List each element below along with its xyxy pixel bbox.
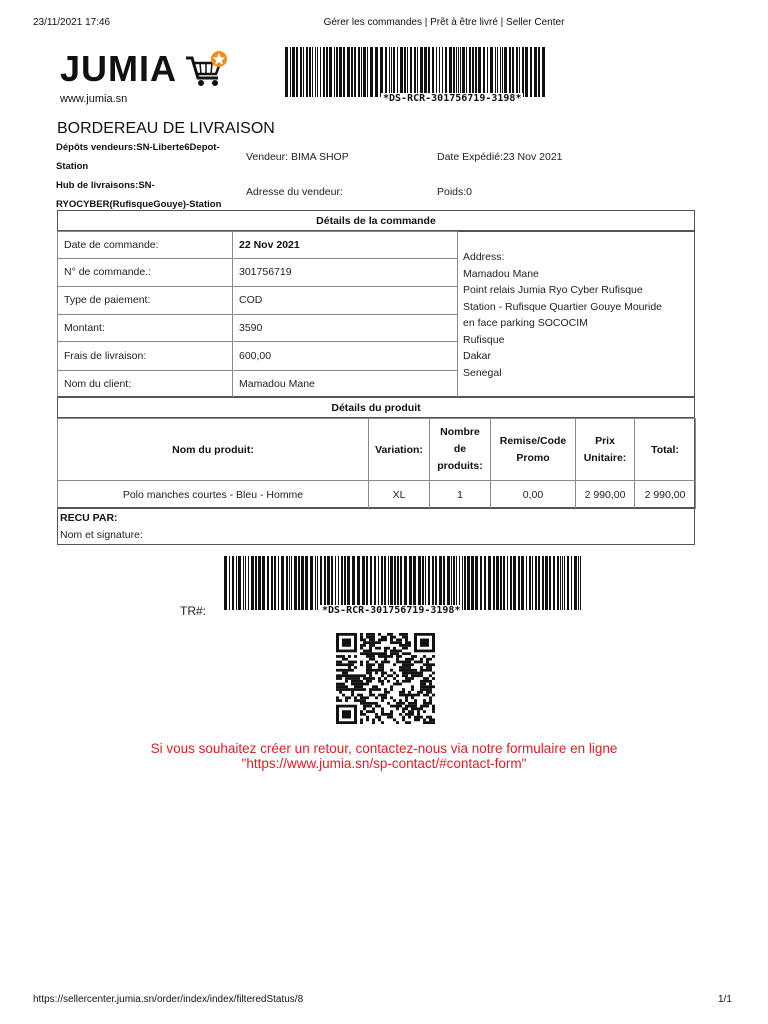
depot-info: Dépôts vendeurs:SN-Liberte6Depot- Station: [56, 142, 220, 172]
signature-label: Nom et signature:: [60, 529, 143, 541]
contact-form-link[interactable]: "https://www.jumia.sn/sp-contact/#contact-form": [241, 756, 527, 771]
print-page-title: Gérer les commandes | Prêt à être livré | Seller Center: [323, 17, 565, 28]
print-page-number: 1/1: [718, 994, 732, 1005]
date-shipped: Date Expédié:23 Nov 2021: [437, 151, 563, 163]
hub-info: Hub de livraisons:SN- RYOCYBER(RufisqueGouye)-Station: [56, 180, 222, 210]
product-table: [57, 418, 696, 509]
weight: Poids:0: [437, 186, 473, 198]
order-details-heading: Détails de la commande: [57, 210, 695, 231]
product-details-heading: Détails du produit: [57, 397, 695, 418]
top-barcode: [285, 47, 547, 105]
tracking-label: TR#:: [180, 604, 207, 618]
tracking-barcode-label: *DS-RCR-301756719-3198*: [322, 605, 461, 616]
receipt-box: [57, 508, 695, 545]
order-details-table: [57, 231, 458, 398]
order-row-amount: Montant: 3590: [58, 314, 458, 341]
order-details-box: [57, 231, 695, 397]
jumia-logo: JUMIA: [60, 48, 178, 89]
slip-title: BORDEREAU DE LIVRAISON: [57, 120, 275, 137]
top-barcode-label: *DS-RCR-301756719-3198*: [383, 93, 522, 104]
print-datetime: 23/11/2021 17:46: [33, 17, 111, 28]
order-row-payment: Type de paiement: COD: [58, 286, 458, 314]
order-row-date: Date de commande: 22 Nov 2021: [58, 232, 458, 259]
order-row-number: N° de commande.: 301756719: [58, 259, 458, 286]
order-row-shipping-fee: Frais de livraison: 600,00: [58, 342, 458, 370]
tracking-barcode: [224, 556, 582, 618]
return-notice: Si vous souhaitez créer un retour, contactez-nous via notre formulaire en ligne "https://www.jumia.sn/sp-contact/#contact-form": [0, 741, 768, 771]
product-table-header: Nom du produit: Variation: Nombre de produits: Remise/Code Promo Prix Unitaire: Total:: [58, 419, 696, 481]
order-row-customer: Nom du client: Mamadou Mane: [58, 370, 458, 397]
print-url: https://sellercenter.jumia.sn/order/index/index/filteredStatus/8: [33, 994, 304, 1005]
website-url: www.jumia.sn: [60, 93, 128, 105]
qr-code: [336, 633, 435, 724]
vendor-address: Adresse du vendeur:: [246, 186, 343, 198]
received-by-label: RECU PAR:: [60, 512, 118, 524]
vendor-name: Vendeur: BIMA SHOP: [246, 151, 349, 163]
shopping-cart-icon: [184, 50, 228, 88]
product-row: Polo manches courtes - Bleu - Homme XL 1 0,00 2 990,00 2 990,00: [58, 481, 696, 509]
delivery-address: Address: Mamadou Mane Point relais Jumia Ryo Cyber Rufisque Station - Rufisque Quartier Gouye Mouride en face parking SOCOCIM Rufisque Dakar Senegal: [463, 251, 663, 379]
product-details-box: [57, 418, 695, 508]
